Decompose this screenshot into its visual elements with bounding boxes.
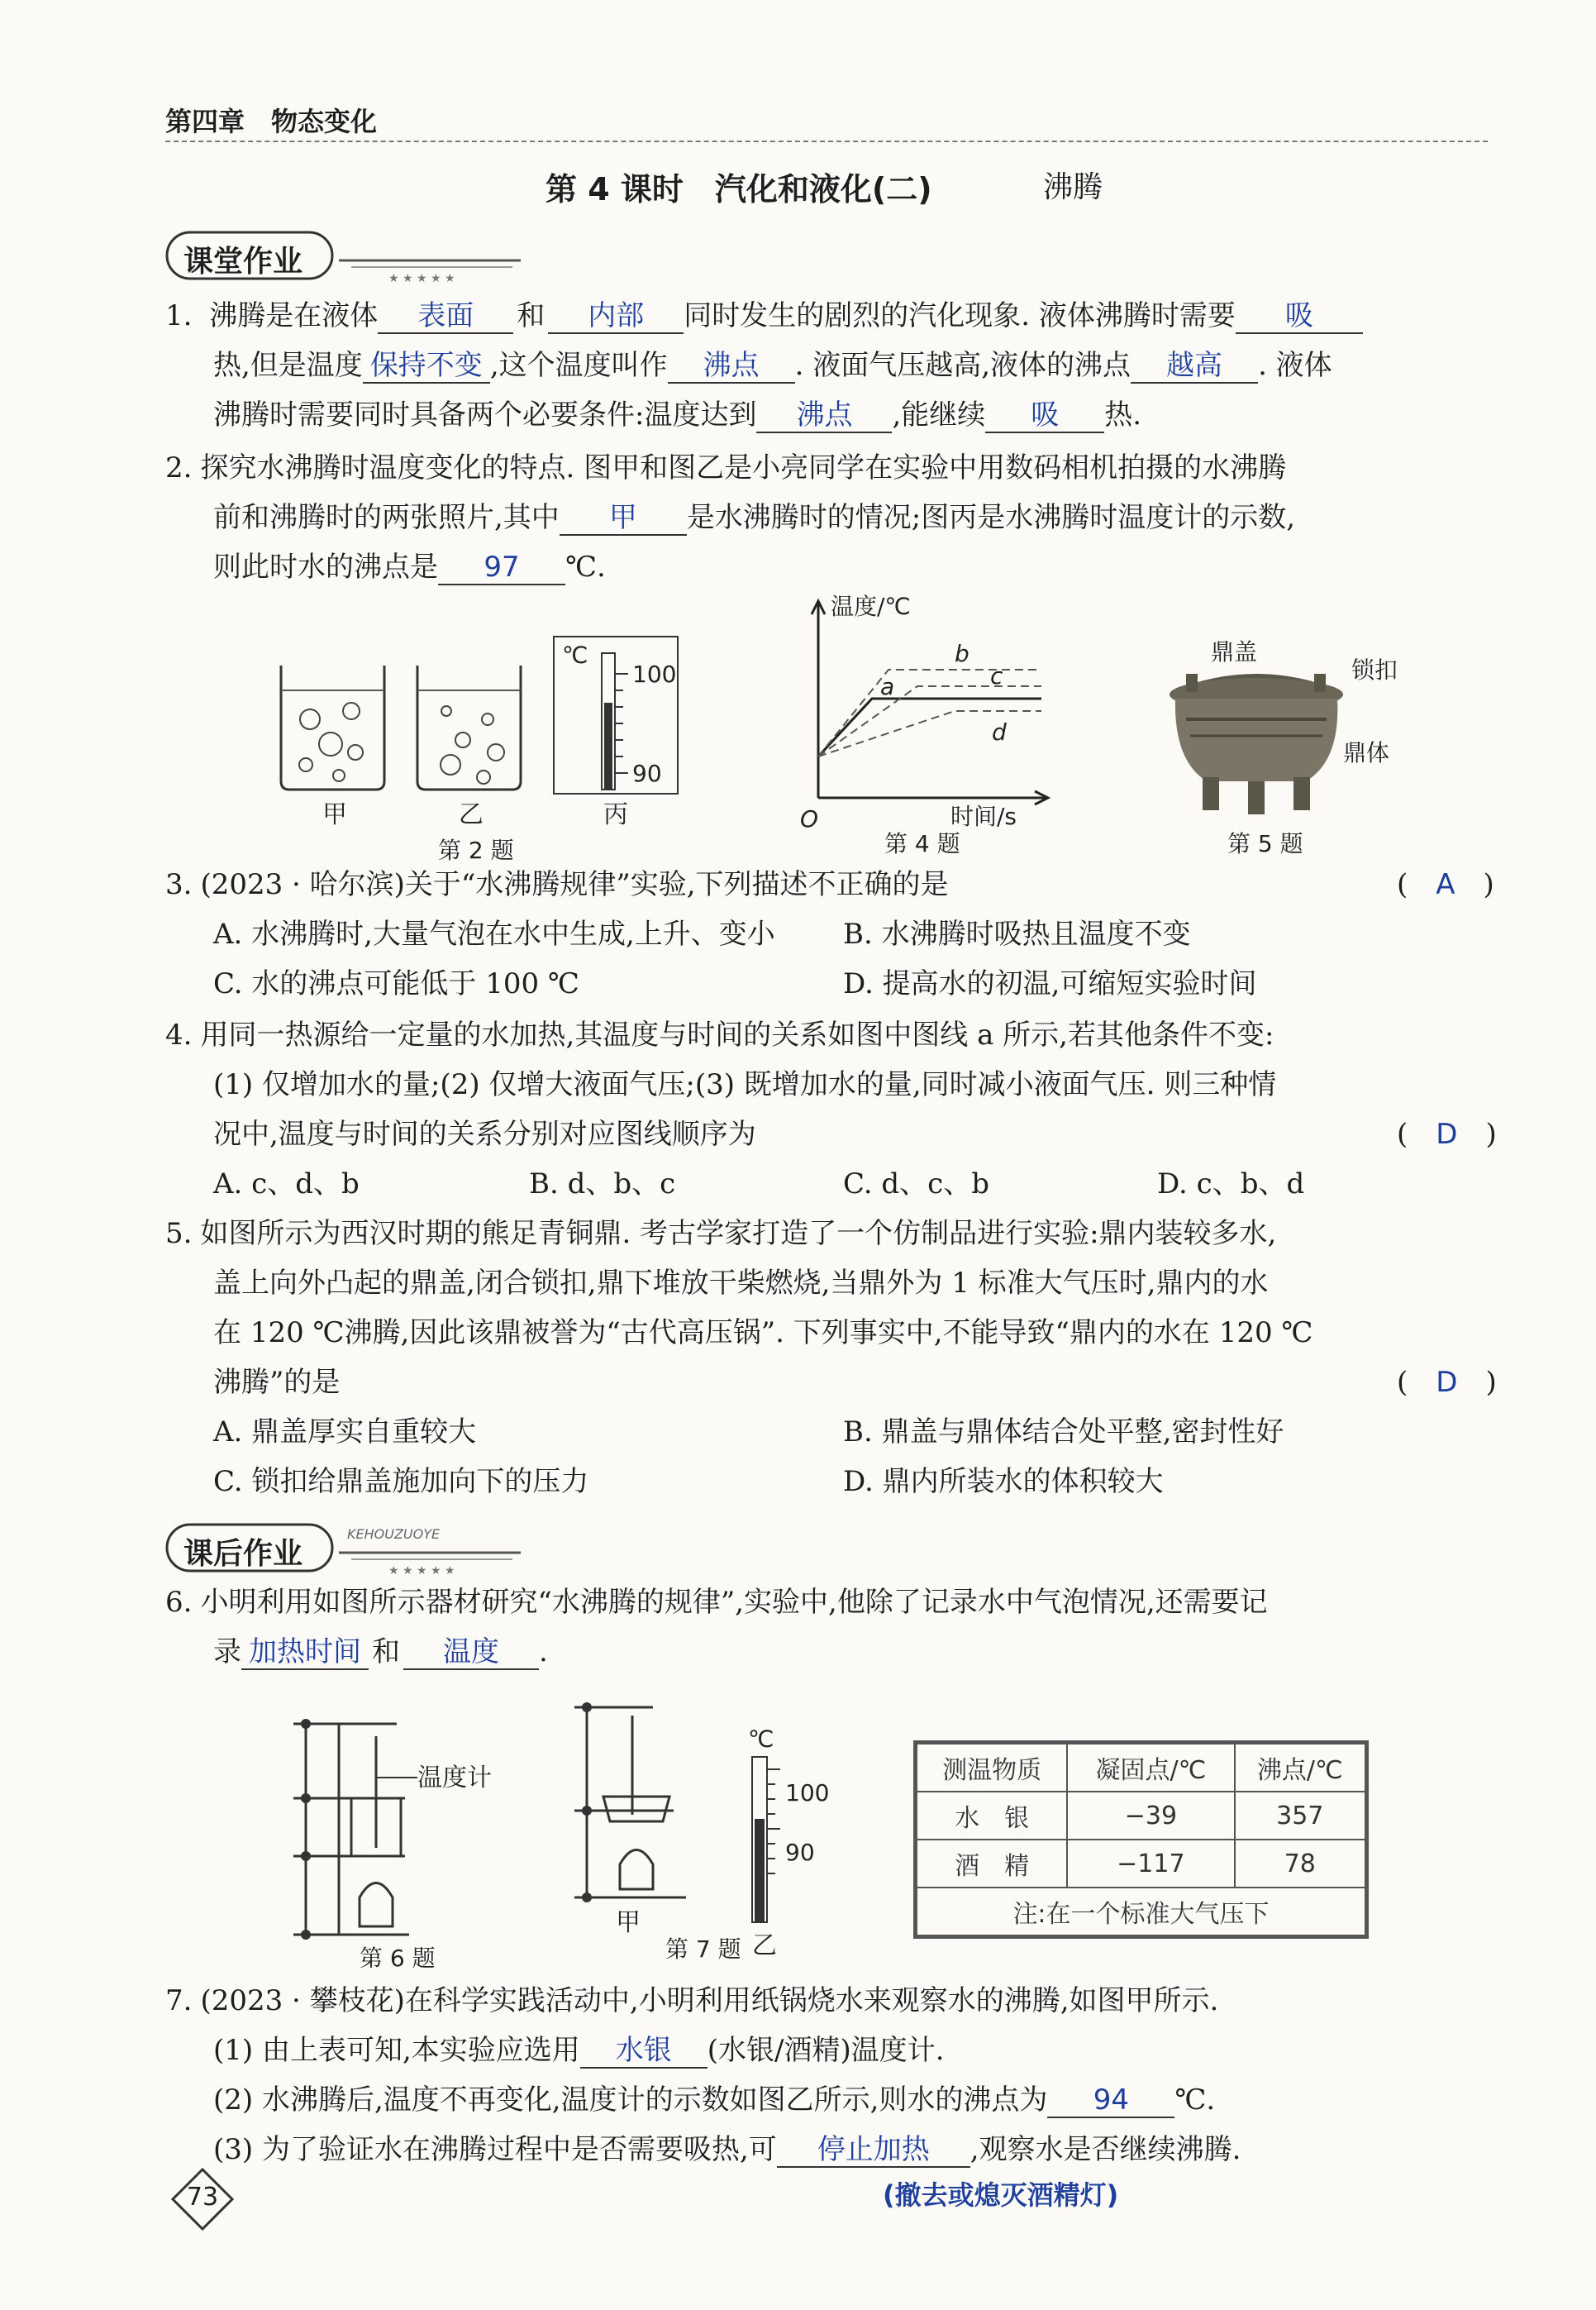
- substance-table: [913, 1740, 1369, 1939]
- q3-answer-paren: ( A ): [1397, 868, 1494, 901]
- q4-line-2: (1) 仅增加水的量;(2) 仅增大液面气压;(3) 既增加水的量,同时减小液面气压. 则三种情: [213, 1068, 1277, 1101]
- page-number: 73: [186, 2183, 219, 2212]
- q7-part-2: (2) 水沸腾后,温度不再变化,温度计的示数如图乙所示,则水的沸点为 94 ℃.: [213, 2083, 1216, 2117]
- q7-stem: 7. (2023 · 攀枝花)在科学实践活动中,小明利用纸锅烧水来观察水的沸腾,如图甲所示.: [165, 1984, 1219, 2017]
- q3-option-d: D. 提高水的初温,可缩短实验时间: [843, 967, 1257, 1000]
- q5-option-d: D. 鼎内所装水的体积较大: [843, 1465, 1164, 1498]
- table-cell: −117: [1067, 1840, 1234, 1888]
- figure-q4-graph: [793, 591, 1066, 864]
- fig2-top-tick: 100: [632, 661, 677, 688]
- fig4-ylabel: 温度/℃: [831, 593, 911, 620]
- bronze-ding-icon: [1170, 674, 1343, 814]
- q5-line-1: 5. 如图所示为西汉时期的熊足青铜鼎. 考古学家打造了一个仿制品进行实验:鼎内装较多水,: [165, 1217, 1277, 1250]
- q5-answer: D: [1436, 1366, 1458, 1399]
- figure-q7-apparatus: [562, 1691, 868, 1976]
- fig7-label-jia: 甲: [616, 1908, 641, 1937]
- fig5-label-lid: 鼎盖: [1211, 638, 1258, 666]
- q1-blank-8: 吸: [985, 399, 1104, 433]
- q4-option-b: B. d、b、c: [529, 1167, 676, 1200]
- iron-stand-icon: [293, 1724, 409, 1935]
- header-divider: [165, 141, 1488, 142]
- svg-text:★ ★ ★ ★ ★: ★ ★ ★ ★ ★: [388, 272, 455, 285]
- line-b: [818, 670, 1041, 756]
- q5-option-a: A. 鼎盖厚实自重较大: [213, 1415, 477, 1449]
- fig2-label-yi: 乙: [459, 800, 484, 829]
- table-header-cell: 沸点/℃: [1235, 1744, 1365, 1792]
- svg-text:★ ★ ★ ★ ★: ★ ★ ★ ★ ★: [388, 1564, 455, 1577]
- q5-line-2: 盖上向外凸起的鼎盖,闭合锁扣,鼎下堆放干柴燃烧,当鼎外为 1 标准大气压时,鼎内的水: [213, 1267, 1269, 1300]
- fig4-label-d: d: [992, 718, 1007, 746]
- q4-answer-paren: ( D ): [1397, 1118, 1497, 1151]
- q1-line-1: 1. 沸腾是在液体 表面 和 内部 同时发生的剧烈的汽化现象. 液体沸腾时需要 吸: [165, 299, 1363, 334]
- q3-option-c: C. 水的沸点可能低于 100 ℃: [213, 967, 579, 1000]
- table-header-cell: 测温物质: [917, 1744, 1067, 1792]
- page-number-badge: [169, 2166, 236, 2232]
- q4-option-c: C. d、c、b: [843, 1167, 989, 1200]
- q2-line-1: 2. 探究水沸腾时温度变化的特点. 图甲和图乙是小亮同学在实验中用数码相机拍摄的水沸腾: [165, 451, 1287, 484]
- fig2-unit: ℃: [562, 642, 588, 669]
- q7-handwritten-note: (撤去或熄灭酒精灯): [883, 2179, 1119, 2211]
- q1-blank-4: 保持不变: [363, 349, 490, 384]
- q7-blank-1: 水银: [580, 2034, 707, 2069]
- q4-answer: D: [1436, 1118, 1458, 1151]
- q7-blank-2: 94: [1047, 2083, 1174, 2118]
- q2-blank-1: 甲: [560, 501, 687, 536]
- home-work-banner: [165, 1520, 529, 1577]
- table-cell: 酒 精: [917, 1840, 1067, 1888]
- q5-line-3: 在 120 ℃沸腾,因此该鼎被誉为“古代高压锅”. 下列事实中,不能导致“鼎内的水在 120 ℃: [213, 1316, 1313, 1349]
- q4-option-a: A. c、d、b: [213, 1167, 360, 1200]
- q4-option-d: D. c、b、d: [1157, 1167, 1305, 1200]
- q6-line-1: 6. 小明利用如图所示器材研究“水沸腾的规律”,实验中,他除了记录水中气泡情况,还需要记: [165, 1586, 1268, 1619]
- q5-option-c: C. 锁扣给鼎盖施加向下的压力: [213, 1465, 589, 1498]
- table-row: [917, 1840, 1365, 1888]
- class-work-banner: [165, 227, 529, 285]
- q7-part-3: (3) 为了验证水在沸腾过程中是否需要吸热,可 停止加热 ,观察水是否继续沸腾.: [213, 2133, 1241, 2166]
- fig4-label-a: a: [880, 673, 895, 700]
- q1-blank-7: 沸点: [756, 399, 892, 433]
- q2-line-3: 则此时水的沸点是 97 ℃.: [213, 551, 606, 584]
- home-work-pinyin: KEHOUZUOYE: [347, 1526, 441, 1542]
- fig4-label-c: c: [990, 662, 1003, 690]
- q4-line-3: 况中,温度与时间的关系分别对应图线顺序为: [213, 1118, 756, 1151]
- fig2-caption: 第 2 题: [438, 837, 514, 864]
- q5-line-4: 沸腾”的是: [213, 1366, 341, 1399]
- table-cell: 水 银: [917, 1792, 1067, 1840]
- thermometer-yi-icon: [752, 1757, 780, 1922]
- fig7-caption: 第 7 题: [665, 1935, 741, 1963]
- q1-number: 1.: [165, 299, 193, 332]
- q3-option-b: B. 水沸腾时吸热且温度不变: [843, 918, 1191, 951]
- fig7-unit: ℃: [748, 1725, 774, 1753]
- fig4-caption: 第 4 题: [884, 830, 960, 857]
- fig4-origin: O: [800, 805, 819, 833]
- chapter-header: 第四章 物态变化: [165, 106, 378, 137]
- table-note: 注:在一个标准大气压下: [917, 1888, 1365, 1935]
- fig4-label-b: b: [955, 640, 970, 667]
- q1-blank-5: 沸点: [668, 349, 795, 384]
- fig2-bottom-tick: 90: [632, 760, 662, 787]
- beaker-yi-icon: [417, 666, 521, 790]
- q4-line-1: 4. 用同一热源给一定量的水加热,其温度与时间的关系如图中图线 a 所示,若其他条件不变:: [165, 1019, 1274, 1052]
- fig7-bottom-tick: 90: [785, 1839, 815, 1866]
- table-row: [917, 1792, 1365, 1840]
- q5-option-b: B. 鼎盖与鼎体结合处平整,密封性好: [843, 1415, 1284, 1449]
- beaker-jia-icon: [281, 666, 384, 790]
- fig2-label-jia: 甲: [322, 800, 347, 829]
- q3-option-a: A. 水沸腾时,大量气泡在水中生成,上升、变小: [213, 918, 775, 951]
- q6-line-2: 录 加热时间 和 温度 .: [213, 1635, 548, 1668]
- q5-answer-paren: ( D ): [1397, 1366, 1497, 1399]
- table-cell: 78: [1235, 1840, 1365, 1888]
- lesson-topic: 沸腾: [1043, 170, 1103, 204]
- q6-blank-1: 加热时间: [241, 1635, 369, 1670]
- figure-q6-apparatus: [281, 1703, 562, 1968]
- fig6-caption: 第 6 题: [360, 1945, 436, 1968]
- q2-blank-2: 97: [438, 551, 565, 585]
- q1-blank-3: 吸: [1236, 299, 1363, 334]
- table-cell: 357: [1235, 1792, 1365, 1840]
- q1-blank-6: 越高: [1131, 349, 1258, 384]
- line-a: [818, 699, 1041, 756]
- q7-blank-3: 停止加热: [777, 2133, 970, 2168]
- paper-pot-stand-icon: [574, 1707, 686, 1897]
- fig5-label-lock: 锁扣: [1351, 656, 1398, 684]
- q2-line-2: 前和沸腾时的两张照片,其中 甲 是水沸腾时的情况;图丙是水沸腾时温度计的示数,: [213, 501, 1296, 534]
- fig5-label-body: 鼎体: [1343, 739, 1390, 766]
- home-work-title: 课后作业: [183, 1537, 303, 1571]
- table-cell: −39: [1067, 1792, 1234, 1840]
- fig4-xlabel: 时间/s: [950, 803, 1017, 830]
- fig6-label: 温度计: [417, 1764, 492, 1792]
- figure-q2: [273, 628, 703, 893]
- q6-blank-2: 温度: [403, 1635, 539, 1670]
- q1-blank-1: 表面: [378, 299, 513, 334]
- q3-stem: 3. (2023 · 哈尔滨)关于“水沸腾规律”实验,下列描述不正确的是: [165, 868, 949, 901]
- class-work-title: 课堂作业: [183, 245, 303, 279]
- q7-part-1: (1) 由上表可知,本实验应选用 水银 (水银/酒精)温度计.: [213, 2034, 945, 2067]
- fig2-label-bing: 丙: [603, 800, 628, 829]
- figure-q5-ding: [1157, 637, 1430, 864]
- fig7-label-yi: 乙: [752, 1931, 777, 1960]
- fig7-top-tick: 100: [785, 1779, 830, 1806]
- q1-line-2: 热,但是温度 保持不变 ,这个温度叫作 沸点 . 液面气压越高,液体的沸点 越高 . 液体: [213, 349, 1332, 382]
- table-header-row: [917, 1744, 1365, 1792]
- table-header-cell: 凝固点/℃: [1067, 1744, 1234, 1792]
- q1-line-3: 沸腾时需要同时具备两个必要条件:温度达到 沸点 ,能继续 吸 热.: [213, 399, 1142, 432]
- q3-answer: A: [1436, 868, 1455, 901]
- fig5-caption: 第 5 题: [1227, 830, 1303, 857]
- lesson-title: 第 4 课时 汽化和液化(二): [545, 171, 932, 208]
- q1-blank-2: 内部: [548, 299, 684, 334]
